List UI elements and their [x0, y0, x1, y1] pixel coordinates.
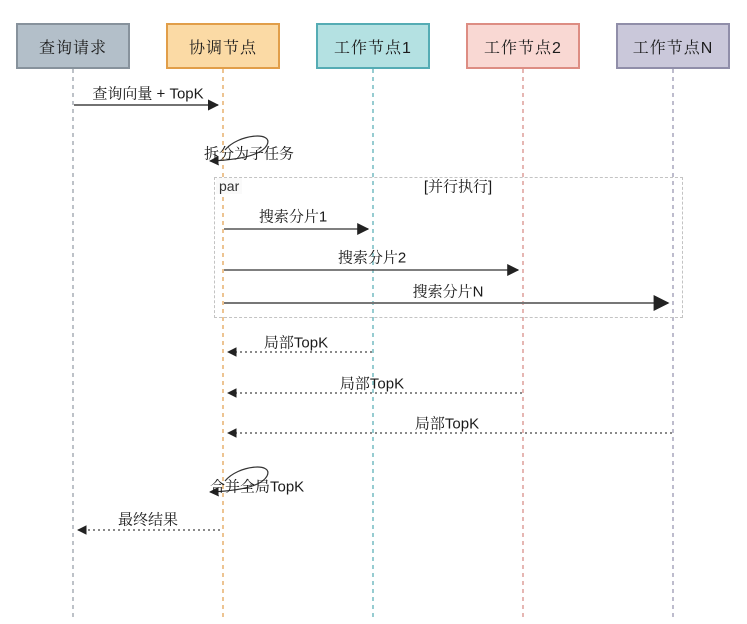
message-label-search-shardN: 搜索分片N	[412, 283, 484, 301]
par-fragment-condition: [并行执行]	[423, 178, 493, 196]
message-label-merge-global-topk: 合并全局TopK	[210, 478, 305, 496]
actor-coordinator-node-label: 协调节点	[188, 39, 257, 57]
actor-worker-node-2-label: 工作节点2	[484, 39, 562, 57]
actor-worker-node-N	[616, 23, 730, 69]
actor-worker-node-N-label: 工作节点N	[632, 39, 714, 57]
message-label-local-topk-2: 局部TopK	[339, 375, 405, 393]
actor-worker-node-1-label: 工作节点1	[334, 39, 412, 57]
message-label-search-shard1: 搜索分片1	[258, 208, 328, 226]
message-label-local-topk-3: 局部TopK	[414, 415, 480, 433]
par-fragment-label: par	[216, 178, 242, 194]
actor-worker-node-1	[316, 23, 430, 69]
message-label-local-topk-1: 局部TopK	[263, 334, 329, 352]
actor-worker-node-2	[466, 23, 580, 69]
actor-coordinator-node	[166, 23, 280, 69]
message-label-split-subtasks: 拆分为子任务	[204, 145, 295, 163]
message-label-final-result: 最终结果	[117, 511, 179, 529]
message-label-query-vector-topk: 查询向量 + TopK	[92, 85, 204, 103]
actor-query-request-label: 查询请求	[38, 39, 107, 57]
message-label-search-shard2: 搜索分片2	[337, 249, 407, 267]
actor-query-request	[16, 23, 130, 69]
